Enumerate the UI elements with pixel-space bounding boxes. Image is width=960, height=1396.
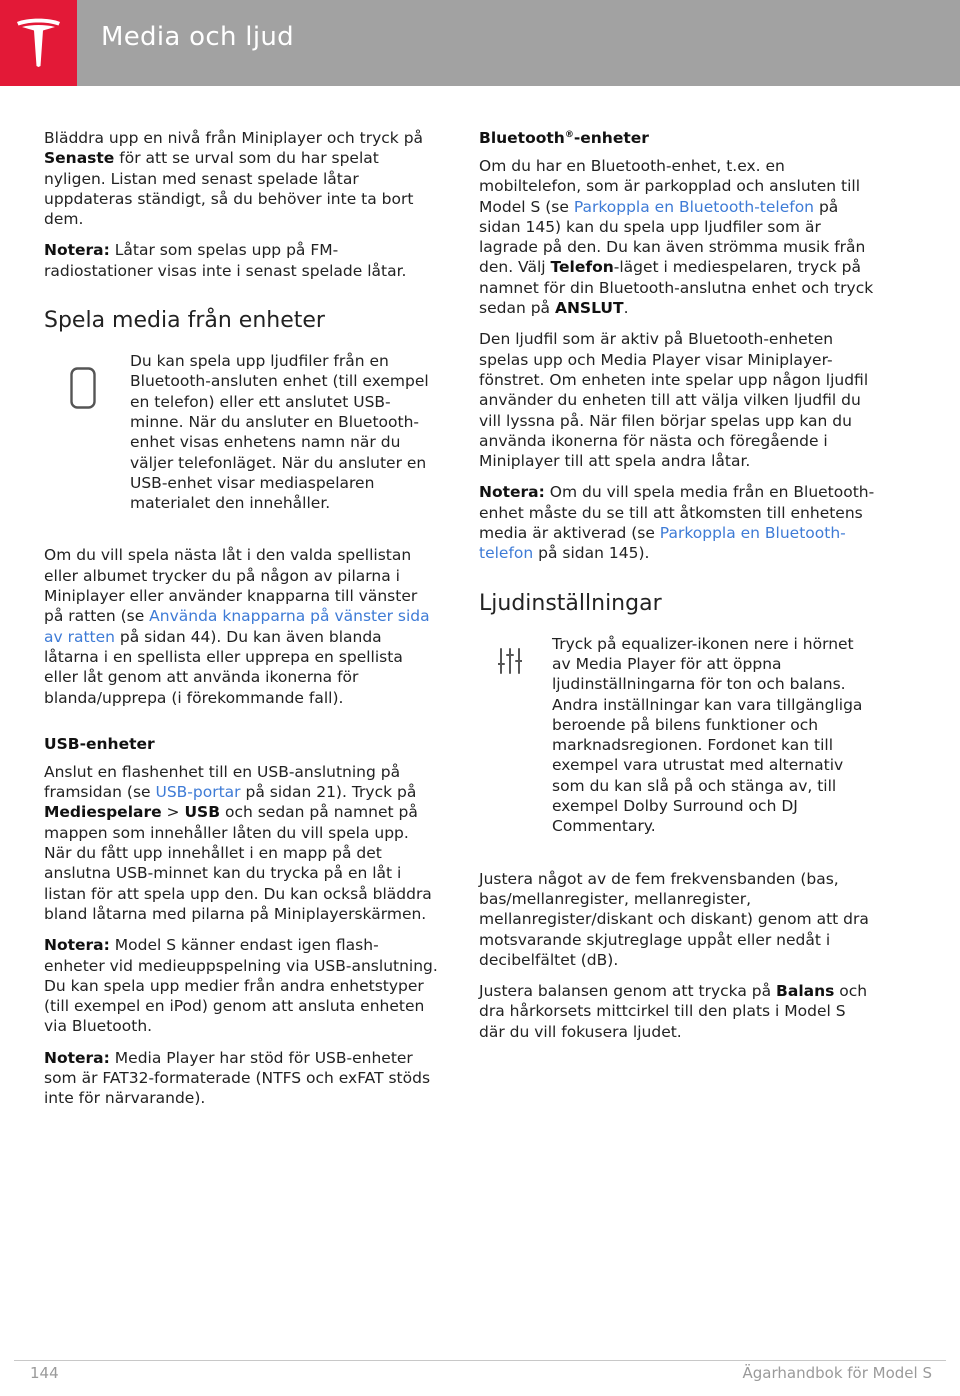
link-usb-ports[interactable]: USB-portar <box>155 783 241 802</box>
note-flash-only: Notera: Model S känner endast igen flash-enheter vid medieuppspelning via USB-anslutning. Du kan spela upp medier från andra enhetstyper (till exempel en iPod) genom att ansluta enheten via Bluetooth. <box>44 936 438 1036</box>
paragraph-bluetooth-1: Om du har en Bluetooth-enhet, t.ex. en mobiltelefon, som är parkopplad och ansluten till Model S (se Parkoppla en Bluetooth-telefon på sidan 145) kan du spela upp ljudfiler som är lagrade på den. Du kan även strömma musik från den. Välj Telefon-läget i mediespelaren, tryck på namnet för din Bluetooth-anslutna enhet och tryck sedan på ANSLUT. <box>479 157 874 318</box>
paragraph-frequency-bands: Justera något av de fem frekvensbanden (bas, bas/mellanregister, mellanregister, mellanregister/diskant och diskant) genom att dra motsvarande skjutreglage uppåt eller nedåt i decibelfältet (dB). <box>479 869 869 969</box>
heading-bluetooth-devices: Bluetooth®-enheter <box>479 129 649 147</box>
note-fat32: Notera: Media Player har stöd för USB-enheter som är FAT32-formaterade (NTFS och exFAT stöds inte för närvarande). <box>44 1048 431 1108</box>
device-description: Du kan spela upp ljudfiler från en Bluetooth-ansluten enhet (till exempel en telefon) eller ett anslutet USB-minne. När du ansluter en Bluetooth-enhet visas enhetens namn när du väljer telefonläget. När du ansluter en USB-enhet visar mediaspelaren materialet den innehåller. <box>130 352 429 513</box>
note-bluetooth-access: Notera: Om du vill spela media från en Bluetooth-enhet måste du se till att åtkomsten till enhetens media är aktiverad (se Parkoppla en Bluetooth-telefon på sidan 145). <box>479 483 875 563</box>
paragraph-recent: Bläddra upp en nivå från Miniplayer och tryck på Senaste för att se urval som du har spelat nyligen. Listan med senast spelade låtar uppdateras ständigt, så du behöver inte ta bort dem. <box>44 129 424 229</box>
tesla-logo <box>0 0 77 86</box>
link-pair-bluetooth-phone[interactable]: Parkoppla en Bluetooth-telefon <box>573 197 815 216</box>
paragraph-usb: Anslut en flashenhet till en USB-anslutning på framsidan (se USB-portar på sidan 21). Tryck på Mediespelare > USB och sedan på namnet på mappen som innehåller låten du vill spela upp. När du fått upp innehållet i en mapp på det anslutna USB-minnet kan du trycka på en låt i listan för att spela upp den. Du kan också bläddra bland låtarna med pilarna på Miniplayerskärmen. <box>44 762 432 923</box>
equalizer-icon-block <box>479 634 875 837</box>
page-title: Media och ljud <box>101 22 294 52</box>
tesla-logo-icon <box>13 16 64 68</box>
note-fm: Notera: Låtar som spelas upp på FM-radiostationer visas inte i senast spelade låtar. <box>44 241 407 280</box>
heading-audio-settings: Ljudinställningar <box>479 590 662 616</box>
link-steering-buttons[interactable]: Använda knapparna på vänster sida av ratten <box>44 607 430 646</box>
footer-manual-title: Ägarhandbok för Model S <box>742 1364 932 1382</box>
phone-icon <box>70 367 96 409</box>
left-column <box>44 128 438 1120</box>
paragraph-balance: Justera balansen genom att trycka på Balans och dra hårkorsets mittcirkel till den plats i Model S där du vill fokusera ljudet. <box>479 982 868 1041</box>
device-icon-block <box>44 351 438 513</box>
heading-usb-devices: USB-enheter <box>44 734 155 753</box>
page-header <box>0 0 960 86</box>
heading-play-media-devices: Spela media från enheter <box>44 308 325 334</box>
senaste-term: Senaste <box>44 149 115 168</box>
page-number: 144 <box>30 1364 59 1382</box>
equalizer-icon <box>498 648 522 674</box>
footer-divider <box>14 1360 946 1361</box>
paragraph-next-track: Om du vill spela nästa låt i den valda spellistan eller albumet trycker du på någon av pilarna i Miniplayer eller använder knapparna till vänster på ratten (se Använda knapparna på vänster sida av ratten på sidan 44). Du kan även blanda låtarna i en spellista eller upprepa en spellista eller låt genom att använda ikonerna för blanda/upprepa (i förekommande fall). <box>44 546 430 707</box>
link-pair-bluetooth-phone-2[interactable]: Parkoppla en Bluetooth-telefon <box>479 524 846 563</box>
paragraph-bluetooth-2: Den ljudfil som är aktiv på Bluetooth-enheten spelas upp och Media Player visar Miniplayer-fönstret. Om enheten inte spelar upp någon ljudfil använder du enheten till att välja vilken ljudfil du vill lyssna på. När filen börjar spelas upp kan du använda ikonerna för nästa och föregående i Miniplayer till att spela andra låtar. <box>479 330 869 471</box>
equalizer-description: Tryck på equalizer-ikonen nere i hörnet av Media Player för att öppna ljudinställningarna för ton och balans. Andra inställningar kan vara tillgängliga beroende på bilens funktioner och marknadsregionen. Fordonet kan till exempel vara utrustat med alternativ som du kan slå på och stänga av, till exempel Dolby Surround och DJ Commentary. <box>552 634 863 836</box>
right-column <box>479 128 875 1053</box>
